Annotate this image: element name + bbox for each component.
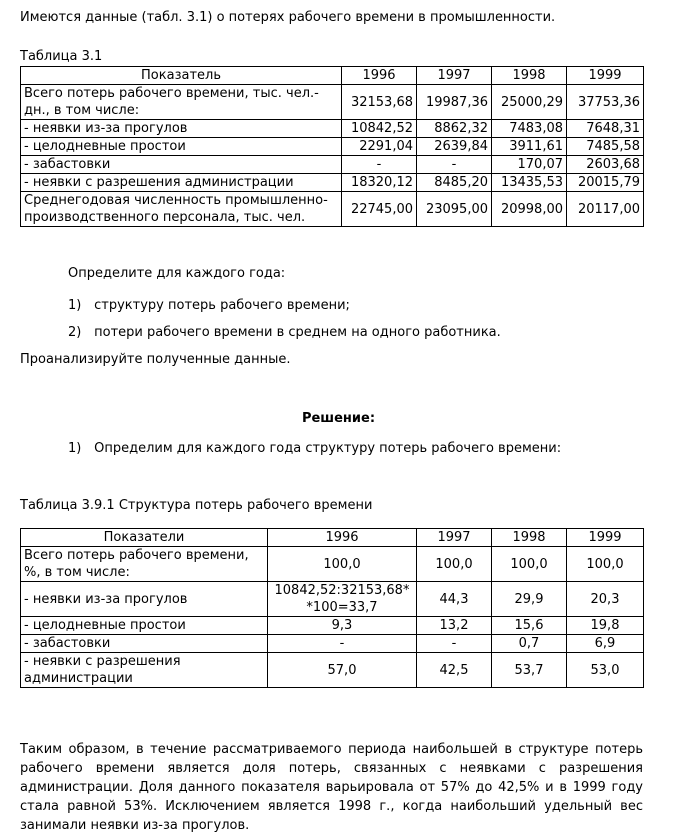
table-row (21, 120, 644, 138)
row-label (21, 192, 342, 227)
cell-line: 15,6 (514, 618, 544, 633)
solution-step-text: Определим для каждого года структуру потерь рабочего времени: (94, 441, 562, 456)
cell-line: 44,3 (439, 591, 469, 607)
solution-step-number: 1) (68, 441, 82, 456)
analyze-instruction: Проанализируйте полученные данные. (20, 352, 291, 367)
table-3-9-1 (20, 528, 644, 688)
cell-line: 53,0 (590, 662, 620, 678)
cell-line: 100,0 (435, 556, 473, 572)
table-row (21, 582, 644, 617)
row-label-line: Среднегодовая численность промышленно- (24, 193, 328, 208)
table-cell: 8862,32 (417, 120, 492, 138)
cell-line: 42,5 (439, 662, 469, 678)
cell-line: 29,9 (514, 591, 544, 607)
row-label-line: - неявки из-за прогулов (24, 591, 188, 607)
row-label (21, 617, 268, 635)
table-cell (567, 547, 644, 582)
table-3-1 (20, 66, 644, 227)
table-header-cell: 1999 (567, 529, 644, 547)
table-header-cell: 1998 (492, 529, 567, 547)
table-cell: 2291,04 (342, 138, 417, 156)
question-item-text: потери рабочего времени в среднем на одного работника. (94, 325, 501, 340)
table-row (21, 547, 644, 582)
table-header-cell: 1996 (342, 67, 417, 85)
row-label-line: - забастовки (24, 157, 111, 172)
table-cell: 7648,31 (567, 120, 644, 138)
table-cell (567, 653, 644, 688)
table-cell (567, 635, 644, 653)
cell-line: 0,7 (518, 636, 540, 651)
cell-line: 13,2 (439, 618, 469, 633)
table-row (21, 85, 644, 120)
table1-caption: Таблица 3.1 (20, 49, 103, 64)
table-row (21, 635, 644, 653)
table-cell: 18320,12 (342, 174, 417, 192)
cell-line: 100,0 (510, 556, 548, 572)
row-label-line: производственного персонала, тыс. чел. (24, 210, 306, 225)
cell-line: 20,3 (590, 591, 620, 607)
cell-line: - (339, 636, 345, 651)
question-intro: Определите для каждого года: (68, 266, 286, 281)
table-cell (268, 653, 417, 688)
question-item-number: 2) (68, 325, 82, 340)
solution-heading: Решение: (301, 411, 376, 426)
table-cell: - (342, 156, 417, 174)
row-label (21, 635, 268, 653)
table-cell: 32153,68 (342, 85, 417, 120)
table-cell (492, 582, 567, 617)
table-cell (492, 617, 567, 635)
cell-line: - (451, 636, 457, 651)
cell-line: 100,0 (323, 556, 361, 572)
question-item (68, 298, 350, 313)
table-row (21, 192, 644, 227)
question-item-text: структуру потерь рабочего времени; (94, 298, 350, 313)
table-cell: 7483,08 (492, 120, 567, 138)
table-cell: 8485,20 (417, 174, 492, 192)
table-cell (567, 582, 644, 617)
table-cell: 25000,29 (492, 85, 567, 120)
table-cell: 20015,79 (567, 174, 644, 192)
table-cell: 3911,61 (492, 138, 567, 156)
table-cell (268, 617, 417, 635)
cell-line: 100,0 (586, 556, 624, 572)
table-header-cell: 1996 (268, 529, 417, 547)
row-label (21, 653, 268, 688)
row-label (21, 174, 342, 192)
row-label-line: - неявки с разрешения администрации (24, 175, 294, 190)
table-cell: 20117,00 (567, 192, 644, 227)
table-row (21, 156, 644, 174)
table-cell (417, 653, 492, 688)
table-cell: 2639,84 (417, 138, 492, 156)
table-row (21, 174, 644, 192)
table-cell: 7485,58 (567, 138, 644, 156)
table-cell: 22745,00 (342, 192, 417, 227)
row-label-line: администрации (24, 671, 133, 686)
cell-line: 19,8 (590, 618, 620, 633)
table-row (21, 617, 644, 635)
row-label-line: - неявки с разрешения (24, 654, 181, 669)
conclusion-paragraph: Таким образом, в течение рассматриваемого периода наибольшей в структуре потерь рабочего времени является доля потерь, связанных с неявками с разрешения администрации. Доля данного показателя варьировала от 57% до 42,5% и в 1999 году стала равной 53%. Исключением является 1998 г., когда наибольший удельный вес занимали неявки из-за прогулов. (20, 742, 643, 833)
intro-text: Имеются данные (табл. 3.1) о потерях рабочего времени в промышленности. (20, 10, 556, 25)
question-item-number: 1) (68, 298, 82, 313)
cell-line: 57,0 (327, 662, 357, 678)
table-cell: - (417, 156, 492, 174)
table-cell (567, 617, 644, 635)
table-cell (417, 617, 492, 635)
cell-line: *100=33,7 (306, 600, 378, 615)
table-cell (417, 582, 492, 617)
row-label (21, 138, 342, 156)
table-header-cell: Показатели (21, 529, 268, 547)
table-header-cell: 1997 (417, 67, 492, 85)
table-cell (492, 653, 567, 688)
cell-line: 6,9 (594, 636, 616, 651)
row-label (21, 85, 342, 120)
row-label (21, 582, 268, 617)
table-cell (492, 547, 567, 582)
table-cell (417, 635, 492, 653)
row-label-line: дн., в том числе: (24, 103, 140, 118)
cell-line: 53,7 (514, 662, 544, 678)
row-label (21, 547, 268, 582)
row-label-line: - забастовки (24, 636, 111, 651)
table-cell: 13435,53 (492, 174, 567, 192)
row-label (21, 156, 342, 174)
row-label-line: %, в том числе: (24, 565, 130, 580)
row-label (21, 120, 342, 138)
table-cell: 2603,68 (567, 156, 644, 174)
solution-step (68, 441, 561, 456)
cell-line: 10842,52:32153,68* (274, 583, 410, 598)
table-header-cell: 1997 (417, 529, 492, 547)
cell-line: 9,3 (331, 618, 353, 633)
table-header-cell: Показатель (21, 67, 342, 85)
table-cell: 23095,00 (417, 192, 492, 227)
table-header-row (21, 67, 644, 85)
table-cell (417, 547, 492, 582)
table2-caption: Таблица 3.9.1 Структура потерь рабочего времени (20, 498, 373, 513)
table-row (21, 138, 644, 156)
row-label-line: Всего потерь рабочего времени, тыс. чел.- (24, 86, 319, 101)
table-cell: 19987,36 (417, 85, 492, 120)
table-cell: 170,07 (492, 156, 567, 174)
table-cell (268, 582, 417, 617)
question-item (68, 325, 501, 340)
table-header-cell: 1999 (567, 67, 644, 85)
table-header-cell: 1998 (492, 67, 567, 85)
row-label-line: - неявки из-за прогулов (24, 121, 188, 136)
table-cell (268, 547, 417, 582)
table-row (21, 653, 644, 688)
row-label-line: - целодневные простои (24, 139, 186, 154)
table-header-row (21, 529, 644, 547)
table-cell: 10842,52 (342, 120, 417, 138)
table-cell (492, 635, 567, 653)
table-cell: 37753,36 (567, 85, 644, 120)
table-cell (268, 635, 417, 653)
row-label-line: Всего потерь рабочего времени, (24, 548, 249, 563)
row-label-line: - целодневные простои (24, 618, 186, 633)
table-cell: 20998,00 (492, 192, 567, 227)
